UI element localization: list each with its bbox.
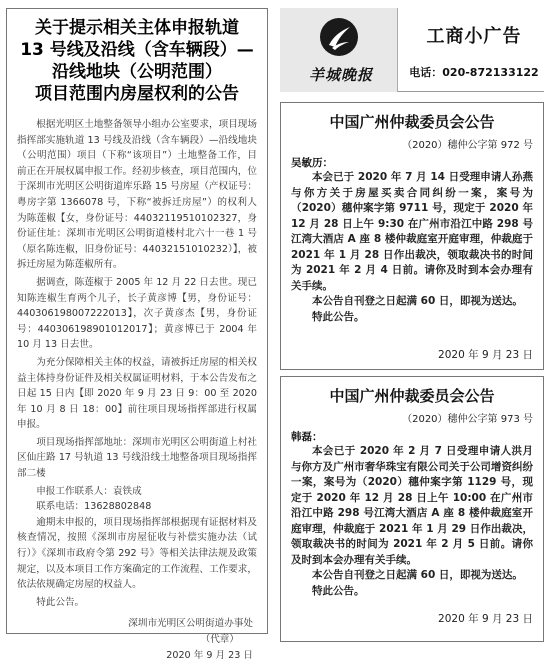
notice-number: （2020）穗仲公字第 972 号 — [402, 140, 533, 151]
land-readjustment-notice — [6, 8, 268, 661]
paragraph: 本会已于 2020 年 2 月 7 日受理申请人洪月与你方及广州市奢华珠宝有限公司关于公司增资纠纷一案，案号为（2020）穗仲案字第 1129 号，现定于 2020 年 12 月 28 日上午 10:00 在广州市沿江中路 298 号江湾大酒店 A 座 8 楼仲裁庭室开庭审理，仲裁庭于 2021 年 1 月 29 日作出裁决，领取裁决书的时间为 2021 年 2 月 5 日前。请你及时到本会办理有关手续。 — [291, 445, 533, 566]
paragraph: 本公告自刊登之日起满 60 日，即视为送达。 — [312, 295, 523, 307]
paragraph: 为充分保障相关主体的权益，请被拆迁房屋的相关权益主体持身份证件及相关权属证明材料，于本公告发布之日起 15 日内【即 2020 年 9 月 23 日 9：00 至 2020 年 10 月 8 日 18：00】前往项目现场指挥部进行权属申报。 — [17, 356, 257, 431]
title-line: 关于提示相关主体申报轨道 — [35, 18, 239, 38]
paragraph: 项目现场指挥部地址：深圳市光明区公明街道上村社区仙庄路 17 号轨道 13 号线沿线土地整备项目现场指挥部二楼 — [17, 436, 257, 480]
notice-title — [17, 17, 257, 105]
notice-date: 2020 年 9 月 23 日 — [166, 649, 253, 661]
notice-date: 2020 年 9 月 23 日 — [438, 613, 533, 625]
title-line: 13 号线及沿线（含车辆段）— — [20, 40, 254, 60]
paragraph: 本公告自刊登之日起满 60 日，即视为送达。 — [312, 569, 523, 581]
paragraph: 据调查，陈莲椒于 2005 年 12 月 22 日去世。现已知陈连椒生育两个儿子，长子黄彦博【男，身份证号：440306198007222013】，次子黄彦杰【男，身份证号：440306198901012017】；黄彦博已于 2004 年 10 月 13 日去世。 — [17, 276, 257, 351]
notice-title: 中国广州仲裁委员会公告 — [329, 387, 495, 405]
arbitration-notice-973 — [280, 376, 544, 642]
paragraph: 本会已于 2020 年 7 月 14 日受理申请人孙燕与你方关于房屋买卖合同纠纷一案，案号为（2020）穗仲案字第 9711 号，现定于 2020 年 12 月 28 日上午 9:30 在广州市沿江中路 298 号江湾大酒店 A 座 8 楼仲裁庭室开庭审理，仲裁庭于 2021 年 1 月 28 日作出裁决，领取裁决书的时间为 2021 年 2 月 4 日前。请你及时到本会办理有关手续。 — [291, 171, 533, 292]
signature-block — [17, 616, 257, 663]
notice-title: 中国广州仲裁委员会公告 — [329, 113, 495, 131]
paragraph: 逾期未申报的，项目现场指挥部根据现有证据材料及核查情况，按照《深圳市房屋征收与补偿实施办法（试行）》《深圳市政府令第 292 号》等相关法律法规及政策规定，以及本项目工作方案确定的工作流程、工作要求，依法依规确定房屋的权益人。 — [17, 516, 257, 591]
closing-text: 特此公告。 — [36, 596, 85, 608]
contact-person: 申报工作联系人：袁铁成 — [36, 485, 142, 497]
ad-section-title: 工商小广告 — [426, 26, 522, 47]
logo-box — [280, 8, 398, 92]
paragraph: 根据光明区土地整备领导小组办公室要求，项目现场指挥部实施轨道 13 号线及沿线（含车辆段）—沿线地块（公明范围）项目（下称“该项目”）土地整备工作，目前正在开展权属申报工作。经初步核查，项目范围内，位于深圳市光明区公明街道库乐路 15 号房屋（产权证号：粤房字第 1366078 号，下称“被拆迁房屋”）的权利人为陈莲椒【女，身份证号：44032119510102327，身份证住址：深圳市光明区公明街道楼村北六十一巷 1 号（原名陈连椒，旧身份证号：44032151010232）】，被拆迁房屋为陈莲椒所有。 — [17, 119, 257, 271]
notice-date: 2020 年 9 月 23 日 — [438, 349, 533, 361]
notice-body — [17, 117, 257, 610]
contact-phone: 联系电话：13628802848 — [36, 501, 152, 513]
signature: 深圳市光明区公明街道办事处 — [128, 618, 253, 630]
addressee: 吴敏历： — [291, 157, 333, 169]
title-line: 项目范围内房屋权利的公告 — [35, 84, 239, 104]
notice-number: （2020）穗仲公字第 973 号 — [402, 414, 533, 425]
yangcheng-evening-news-logo-icon — [320, 18, 358, 56]
closing-text: 特此公告。 — [312, 584, 365, 597]
ad-header — [280, 8, 544, 92]
signature-note: （代章） — [200, 634, 239, 645]
arbitration-notice-972 — [280, 102, 544, 370]
notice-body — [291, 170, 533, 325]
closing-text: 特此公告。 — [312, 310, 365, 323]
right-column — [280, 8, 544, 634]
logo-text: 羊城晚报 — [308, 66, 373, 84]
title-line: 沿线地块（公明范围） — [52, 62, 222, 82]
addressee: 韩磊： — [291, 431, 323, 443]
notice-body — [291, 444, 533, 599]
ad-phone: 电话：020-872133122 — [409, 66, 539, 79]
